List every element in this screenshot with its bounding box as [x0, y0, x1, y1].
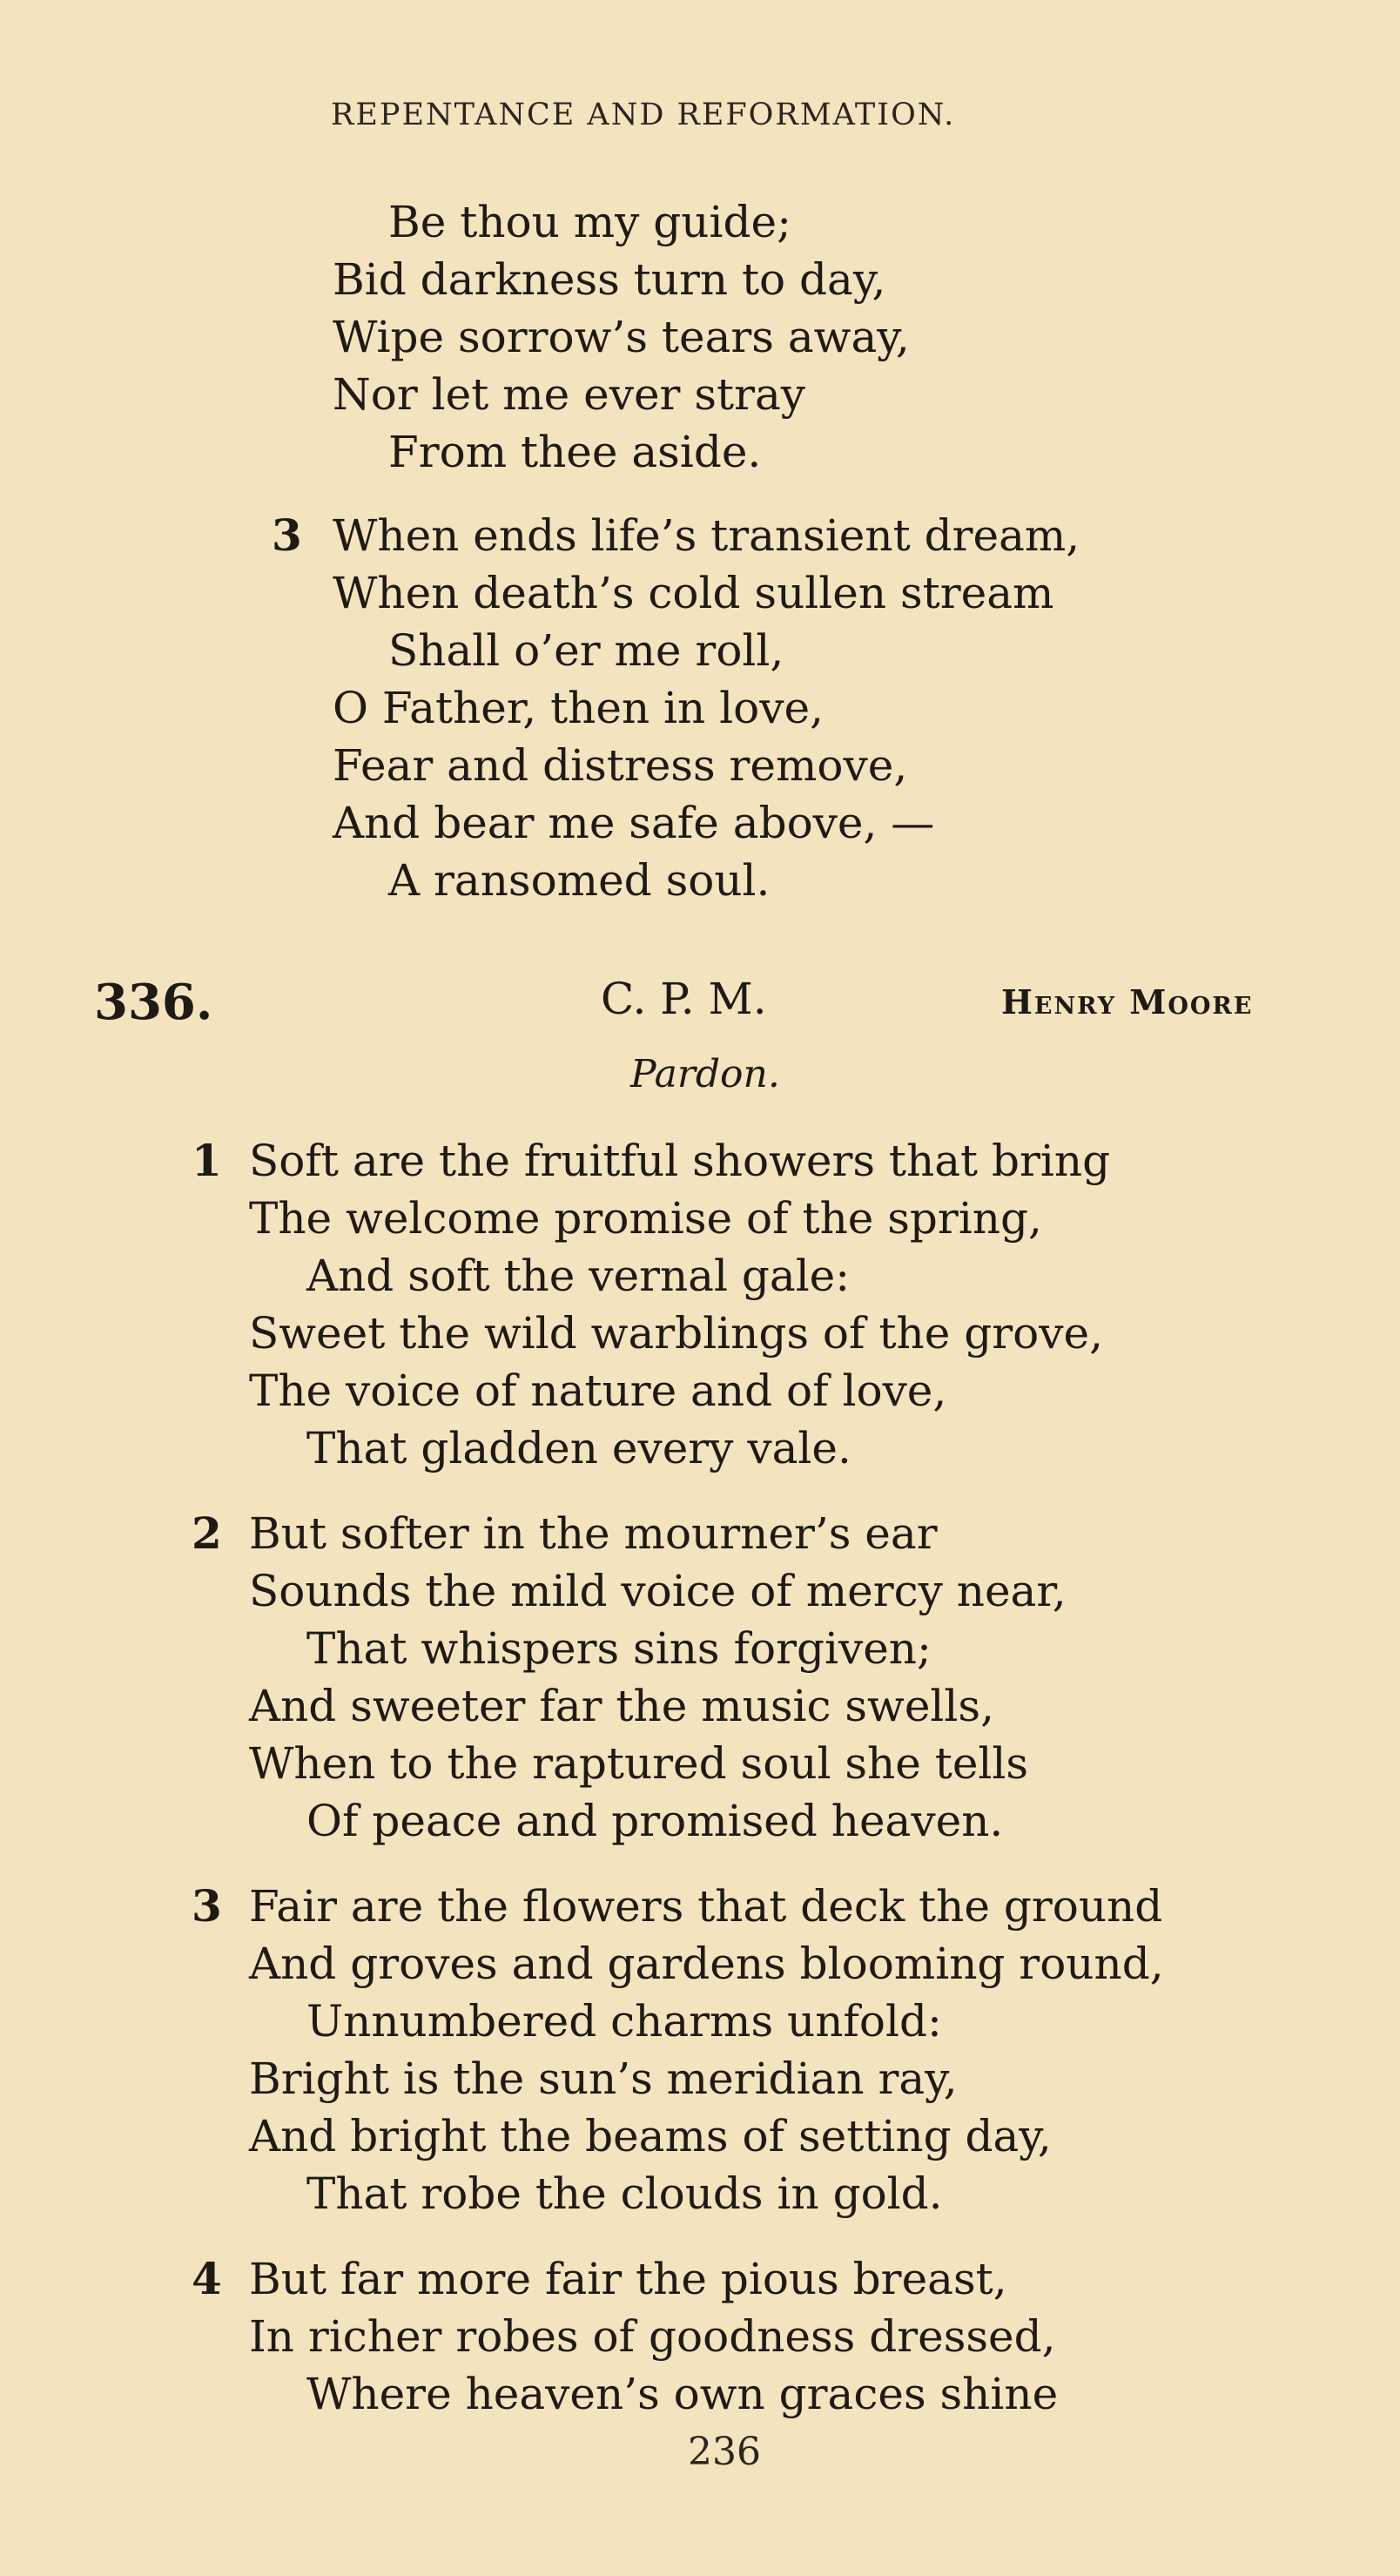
- verse-line: That gladden every vale.: [306, 1423, 851, 1473]
- verse-line: And bear me safe above, —: [333, 798, 935, 848]
- verse-line: And bright the beams of setting day,: [249, 2111, 1052, 2161]
- stanza-number: 3: [192, 1880, 222, 1932]
- verse-line: But softer in the mourner’s ear: [249, 1508, 938, 1559]
- verse-line: That whispers sins forgiven;: [306, 1623, 932, 1674]
- verse-line: Fear and distress remove,: [333, 740, 908, 791]
- verse-line: Bright is the sun’s meridian ray,: [249, 2053, 958, 2104]
- verse-line: From thee aside.: [388, 427, 762, 477]
- verse-line: When ends life’s transient dream,: [333, 510, 1080, 561]
- stanza-number: 1: [192, 1135, 222, 1186]
- stanza-number: 4: [192, 2253, 222, 2304]
- verse-line: A ransomed soul.: [388, 855, 771, 906]
- verse-line: The welcome promise of the spring,: [249, 1193, 1042, 1244]
- verse-line: But far more fair the pious breast,: [249, 2254, 1007, 2304]
- verse-line: Be thou my guide;: [388, 197, 791, 247]
- verse-line: Of peace and promised heaven.: [306, 1796, 1004, 1846]
- hymn-meter: C. P. M.: [601, 974, 767, 1024]
- verse-line: And groves and gardens blooming round,: [249, 1939, 1164, 1989]
- verse-line: That robe the clouds in gold.: [306, 2168, 943, 2219]
- stanza-number: 2: [192, 1507, 222, 1559]
- verse-line: The voice of nature and of love,: [249, 1366, 947, 1416]
- verse-line: Where heaven’s own graces shine: [306, 2369, 1059, 2419]
- verse-line: Nor let me ever stray: [333, 369, 806, 420]
- verse-line: Sounds the mild voice of mercy near,: [249, 1566, 1067, 1616]
- verse-line: When to the raptured soul she tells: [249, 1738, 1029, 1789]
- verse-line: In richer robes of goodness dressed,: [249, 2311, 1056, 2362]
- verse-line: And sweeter far the music swells,: [249, 1681, 994, 1731]
- verse-line: Shall o’er me roll,: [388, 625, 784, 676]
- running-header: REPENTANCE AND REFORMATION.: [331, 98, 956, 132]
- verse-line: O Father, then in love,: [333, 683, 824, 733]
- verse-line: When death’s cold sullen stream: [333, 568, 1054, 618]
- hymn-author: Henry Moore: [1001, 982, 1254, 1022]
- verse-line: Soft are the fruitful showers that bring: [249, 1136, 1111, 1186]
- hymn-number: 336.: [94, 974, 213, 1031]
- verse-line: Fair are the flowers that deck the ground: [249, 1881, 1163, 1932]
- stanza-number: 3: [272, 509, 302, 561]
- verse-line: Unnumbered charms unfold:: [306, 1996, 942, 2047]
- verse-line: Bid darkness turn to day,: [333, 254, 886, 305]
- page-number: 236: [688, 2430, 761, 2474]
- verse-line: Sweet the wild warblings of the grove,: [249, 1308, 1103, 1359]
- verse-line: Wipe sorrow’s tears away,: [333, 312, 910, 362]
- hymn-subtitle: Pardon.: [630, 1052, 780, 1096]
- verse-line: And soft the vernal gale:: [306, 1251, 851, 1301]
